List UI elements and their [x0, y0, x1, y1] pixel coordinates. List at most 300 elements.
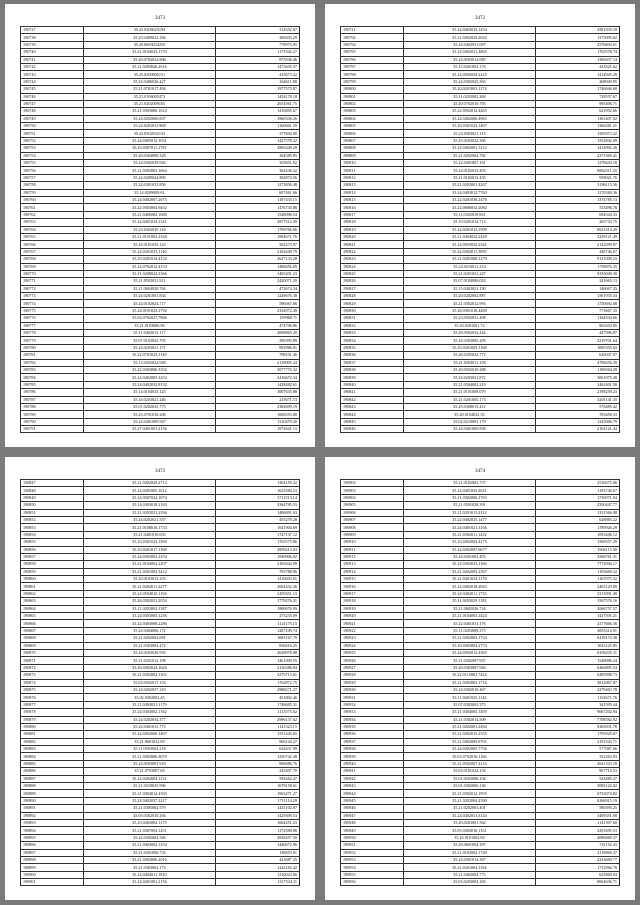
row-code-cell: 35.21.0302003.1734	[403, 635, 535, 642]
table-row	[341, 41, 620, 48]
row-code-cell: 35.21.0103006.96	[83, 322, 215, 329]
table-row	[21, 389, 300, 396]
table-row	[21, 856, 300, 863]
row-code-cell: 35.21.0202025.2714	[83, 480, 215, 487]
row-amount-cell: 1429309.53	[215, 812, 299, 819]
row-id-cell: 190807	[341, 137, 404, 144]
row-id-cell: 190901	[21, 879, 84, 886]
row-amount-cell: 1245006.79	[535, 418, 619, 425]
row-code-cell: 35.23.0402004.1175	[83, 819, 215, 826]
row-code-cell: 35.21.0404021.1179	[83, 701, 215, 708]
table-row	[341, 381, 620, 388]
row-id-cell: 190866	[21, 620, 84, 627]
table-row	[21, 797, 300, 804]
row-amount-cell: 1779276.21	[215, 598, 299, 605]
row-code-cell: 35.21.0305002.579	[83, 805, 215, 812]
table-row	[21, 219, 300, 226]
row-amount-cell: 268949.85	[535, 78, 619, 85]
row-id-cell: 190791	[21, 426, 84, 433]
row-amount-cell: 3812067.87	[535, 679, 619, 686]
row-amount-cell: 1762872.75	[215, 679, 299, 686]
row-amount-cell: 2136386.84	[215, 664, 299, 671]
row-code-cell: 35.21.0604020.764	[83, 285, 215, 292]
row-amount-cell: 241665.13	[535, 278, 619, 285]
row-code-cell: 35.25.0201003.1168	[403, 344, 535, 351]
row-amount-cell: 1364150.22	[215, 480, 299, 487]
row-code-cell: 35.24.0507024.1074	[83, 494, 215, 501]
row-code-cell: 35.24.0403012.7763	[403, 189, 535, 196]
row-code-cell: 35.21.0307004.1451	[83, 827, 215, 834]
row-id-cell: 190745	[21, 86, 84, 93]
row-code-cell: 35.07.0104006.024	[403, 278, 535, 285]
row-id-cell: 190889	[21, 790, 84, 797]
row-code-cell: 35.21.0208024.2366	[83, 270, 215, 277]
row-amount-cell: 1164534.66	[535, 315, 619, 322]
row-id-cell: 190916	[341, 583, 404, 590]
row-amount-cell: 1310479.20	[215, 418, 299, 425]
row-id-cell: 190908	[341, 524, 404, 531]
table-row	[21, 366, 300, 373]
row-code-cell: 35.03.0203004.165	[403, 879, 535, 886]
row-amount-cell: 3077770.32	[215, 366, 299, 373]
row-amount-cell: 3061075.28	[535, 374, 619, 381]
page-number: 3473	[155, 469, 165, 474]
row-amount-cell: 2641323.18	[535, 760, 619, 767]
row-id-cell: 190902	[341, 480, 404, 487]
row-id-cell: 190851	[21, 509, 84, 516]
row-amount-cell: 2382699.19	[215, 403, 299, 410]
row-amount-cell: 703458.33	[535, 411, 619, 418]
table-row	[21, 819, 300, 826]
row-id-cell: 190825	[341, 270, 404, 277]
row-id-cell: 190808	[341, 145, 404, 152]
row-id-cell: 190802	[341, 100, 404, 107]
table-row	[21, 738, 300, 745]
row-amount-cell: 836616.25	[215, 642, 299, 649]
row-code-cell: 35.21.0202025.2022	[403, 34, 535, 41]
row-id-cell: 190823	[341, 256, 404, 263]
row-code-cell: 35.24.0202004.1131	[83, 775, 215, 782]
row-amount-cell: 1567576.16	[535, 598, 619, 605]
row-amount-cell: 3313991.49	[535, 590, 619, 597]
row-code-cell: 35.24.0503001.918	[83, 760, 215, 767]
row-id-cell: 190768	[21, 256, 84, 263]
row-id-cell: 190837	[341, 359, 404, 366]
row-code-cell: 35.21.0302003.1664	[83, 167, 215, 174]
table-row	[341, 130, 620, 137]
row-amount-cell: 1249676.38	[215, 293, 299, 300]
table-row	[341, 768, 620, 775]
row-id-cell: 190879	[21, 716, 84, 723]
table-row	[21, 775, 300, 782]
row-code-cell: 35.24.0405012.1031	[83, 137, 215, 144]
row-amount-cell: 1331566.08	[535, 509, 619, 516]
table-row	[21, 664, 300, 671]
row-amount-cell: 1736971.04	[535, 494, 619, 501]
row-amount-cell: 4581035.18	[535, 27, 619, 34]
row-amount-cell: 2988271.27	[215, 686, 299, 693]
row-code-cell: 35.24.0404011.1810	[83, 871, 215, 878]
table-row	[341, 352, 620, 359]
row-code-cell: 35.23.0201001.72	[403, 322, 535, 329]
row-id-cell: 190761	[21, 204, 84, 211]
table-row	[21, 627, 300, 634]
row-id-cell: 190893	[21, 819, 84, 826]
row-id-cell: 190844	[341, 411, 404, 418]
row-code-cell: 35.21.0304005.1495	[403, 709, 535, 716]
table-row	[341, 78, 620, 85]
row-code-cell: 35.24.0402005.3254	[83, 374, 215, 381]
table-row	[341, 219, 620, 226]
table-row	[21, 41, 300, 48]
page-number: 3474	[475, 469, 485, 474]
row-code-cell: 35.24.0201001.2156	[83, 879, 215, 886]
row-id-cell: 190749	[21, 115, 84, 122]
table-row	[341, 657, 620, 664]
row-id-cell: 190882	[21, 738, 84, 745]
row-id-cell: 190748	[21, 108, 84, 115]
row-amount-cell: 6285998.73	[535, 672, 619, 679]
row-id-cell: 190739	[21, 41, 84, 48]
row-amount-cell: 1930906.02	[215, 553, 299, 560]
row-id-cell: 190780	[21, 344, 84, 351]
row-amount-cell: 451802.46	[215, 694, 299, 701]
row-code-cell: 35.26.0502032.442	[403, 330, 535, 337]
row-id-cell: 190950	[341, 834, 404, 841]
row-code-cell: 35.24.0210011.233	[403, 263, 535, 270]
row-code-cell: 35.25.0201014.4132	[83, 256, 215, 263]
table-row	[341, 403, 620, 410]
row-id-cell: 190941	[341, 768, 404, 775]
row-code-cell: 35.22.0502012.4465	[403, 108, 535, 115]
table-row	[341, 248, 620, 255]
row-code-cell: 35.21.0201005.173	[403, 396, 535, 403]
row-amount-cell: 1085355.63	[535, 344, 619, 351]
row-code-cell: 35.24.0302033.1166	[403, 561, 535, 568]
row-amount-cell: 1763575.86	[215, 539, 299, 546]
row-amount-cell: 1317524.11	[215, 879, 299, 886]
row-amount-cell: 138853.61	[215, 849, 299, 856]
row-id-cell: 190927	[341, 664, 404, 671]
row-id-cell: 190822	[341, 248, 404, 255]
row-id-cell: 190806	[341, 130, 404, 137]
row-amount-cell: 2279713.61	[215, 672, 299, 679]
row-amount-cell: 3838457.50	[215, 834, 299, 841]
table-row	[21, 315, 300, 322]
row-amount-cell: 1446672.96	[215, 842, 299, 849]
row-code-cell: 35.24.0201012.1999	[403, 226, 535, 233]
table-row	[341, 285, 620, 292]
table-row	[341, 233, 620, 240]
row-code-cell: 35.24.0401021.3166	[403, 524, 535, 531]
row-code-cell: 35.21.0703007.65	[83, 768, 215, 775]
row-id-cell: 190803	[341, 108, 404, 115]
row-code-cell: 35.22.0303006.3352	[83, 366, 215, 373]
page-number: 3472	[475, 16, 485, 21]
row-code-cell: 35.24.0503032.2341	[403, 241, 535, 248]
row-id-cell: 190853	[21, 524, 84, 531]
row-amount-cell: 1747137.12	[215, 531, 299, 538]
row-code-cell: 35.16.0101002.93	[403, 834, 535, 841]
row-amount-cell: 2219701.64	[535, 337, 619, 344]
table-row	[341, 241, 620, 248]
table-row	[341, 487, 620, 494]
row-amount-cell: 2334972.49	[215, 307, 299, 314]
table-row	[21, 849, 300, 856]
table-row	[21, 842, 300, 849]
row-id-cell: 190794	[341, 41, 404, 48]
table-row	[341, 56, 620, 63]
row-id-cell: 190757	[21, 174, 84, 181]
row-amount-cell: 4796656.39	[535, 359, 619, 366]
row-id-cell: 190887	[21, 775, 84, 782]
table-row	[341, 790, 620, 797]
table-row	[341, 270, 620, 277]
table-row	[21, 502, 300, 509]
table-row	[341, 842, 620, 849]
row-amount-cell: 1160661.39	[215, 123, 299, 130]
row-id-cell: 190747	[21, 100, 84, 107]
row-amount-cell: 2627133.28	[215, 256, 299, 263]
row-code-cell: 35.22.0401031.176	[403, 620, 535, 627]
row-code-cell: 35.24.0201005.1612	[83, 487, 215, 494]
row-code-cell: 35.10.0201014.714	[403, 219, 535, 226]
row-amount-cell: 773667.33	[535, 307, 619, 314]
row-code-cell: 35.24.0202021.557	[83, 516, 215, 523]
row-code-cell: 35.23.0202003.4175	[403, 539, 535, 546]
row-id-cell: 190785	[21, 381, 84, 388]
row-id-cell: 190929	[341, 679, 404, 686]
table-row	[21, 531, 300, 538]
row-id-cell: 190949	[341, 827, 404, 834]
row-code-cell: 35.11.0503004.218	[83, 746, 215, 753]
table-row	[21, 381, 300, 388]
row-id-cell: 190864	[21, 605, 84, 612]
table-row	[21, 509, 300, 516]
row-id-cell: 190834	[341, 337, 404, 344]
page-sheet-top-right	[325, 4, 635, 447]
table-row	[21, 211, 300, 218]
row-amount-cell: 2350447.77	[535, 502, 619, 509]
row-id-cell: 190934	[341, 716, 404, 723]
table-row	[21, 605, 300, 612]
row-code-cell: 35.23.0301023.1594	[83, 539, 215, 546]
row-id-cell: 190858	[21, 561, 84, 568]
row-amount-cell: 1006555.80	[215, 411, 299, 418]
row-id-cell: 190944	[341, 790, 404, 797]
row-amount-cell: 3711513.14	[215, 494, 299, 501]
row-id-cell: 190767	[21, 248, 84, 255]
row-code-cell: 35.21.0202003.401	[403, 805, 535, 812]
row-amount-cell: 576485.42	[535, 403, 619, 410]
row-amount-cell: 1880676.09	[215, 605, 299, 612]
row-id-cell: 190782	[21, 359, 84, 366]
row-id-cell: 190752	[21, 137, 84, 144]
row-amount-cell: 2654561.75	[215, 100, 299, 107]
row-amount-cell: 448746.67	[535, 248, 619, 255]
row-amount-cell: 1167075.32	[535, 576, 619, 583]
table-row	[341, 701, 620, 708]
row-amount-cell: 596567.66	[215, 300, 299, 307]
row-amount-cell: 1461009.55	[215, 657, 299, 664]
row-id-cell: 190771	[21, 278, 84, 285]
row-code-cell: 35.21.0303006.1614	[83, 108, 215, 115]
row-amount-cell: 1561935.34	[535, 293, 619, 300]
row-id-cell: 190885	[21, 760, 84, 767]
table-row	[21, 480, 300, 487]
row-code-cell: 35.21.0202002.681	[83, 635, 215, 642]
row-code-cell: 35.24.0504010.1194	[83, 590, 215, 597]
table-row	[21, 285, 300, 292]
row-amount-cell: 2138905.24	[215, 359, 299, 366]
row-amount-cell: 8621414.29	[535, 226, 619, 233]
row-id-cell: 190850	[21, 502, 84, 509]
row-amount-cell: 3085122.02	[535, 783, 619, 790]
row-amount-cell: 264611.88	[215, 78, 299, 85]
row-code-cell: 35.21.0101002.2328	[83, 233, 215, 240]
row-id-cell: 190787	[21, 396, 84, 403]
row-id-cell: 190831	[341, 315, 404, 322]
table-row	[341, 86, 620, 93]
table-row	[341, 590, 620, 597]
row-code-cell: 35.21.0102012.435	[403, 174, 535, 181]
row-amount-cell: 1904115.30	[535, 546, 619, 553]
row-id-cell: 190754	[21, 152, 84, 159]
row-amount-cell: 8064636.71	[535, 879, 619, 886]
row-code-cell: 35.22.0302032133	[83, 130, 215, 137]
row-code-cell: 35.24.0301014.367	[403, 856, 535, 863]
table-row	[21, 359, 300, 366]
row-code-cell: 35.24.0402031.4865	[403, 49, 535, 56]
row-code-cell: 35.24.0202006.1467	[83, 731, 215, 738]
table-row	[341, 834, 620, 841]
row-amount-cell: 1256742.48	[215, 753, 299, 760]
table-row	[341, 182, 620, 189]
row-id-cell: 190873	[21, 672, 84, 679]
table-row	[21, 182, 300, 189]
row-id-cell: 190797	[341, 63, 404, 70]
row-id-cell: 190876	[21, 694, 84, 701]
table-row	[341, 307, 620, 314]
row-code-cell: 35.24.0302010.467	[403, 686, 535, 693]
row-id-cell: 190741	[21, 56, 84, 63]
row-amount-cell: 1374785.13	[535, 196, 619, 203]
row-amount-cell: 1960336.26	[215, 115, 299, 122]
row-code-cell: 35.24.0404006.172	[83, 627, 215, 634]
row-amount-cell: 455278.28	[215, 516, 299, 523]
row-code-cell: 35.25.0203022.366	[403, 137, 535, 144]
row-code-cell: 35.22.0303004.9452	[83, 204, 215, 211]
row-code-cell: 35.20.0702022.806	[83, 56, 215, 63]
row-id-cell: 190854	[21, 531, 84, 538]
row-amount-cell: 2664432.26	[215, 583, 299, 590]
row-code-cell: 35.03.0702027.7866	[83, 315, 215, 322]
table-row	[341, 568, 620, 575]
row-id-cell: 190800	[341, 86, 404, 93]
row-amount-cell: 2462401.58	[535, 381, 619, 388]
row-amount-cell: 302874.56	[215, 174, 299, 181]
row-code-cell: 35.24.0401009.858	[403, 426, 535, 433]
row-amount-cell: 2416672.34	[215, 374, 299, 381]
row-amount-cell: 215671.13	[215, 396, 299, 403]
row-amount-cell: 694544.33	[535, 211, 619, 218]
row-id-cell: 190898	[21, 856, 84, 863]
row-id-cell: 190852	[21, 516, 84, 523]
row-code-cell: 35.24.0303005.295	[403, 337, 535, 344]
row-code-cell: 35.02.0210001.179	[403, 418, 535, 425]
row-id-cell: 190855	[21, 539, 84, 546]
row-code-cell: 35.21.0501028.391	[403, 502, 535, 509]
table-row	[341, 49, 620, 56]
table-row	[21, 248, 300, 255]
row-code-cell: 35.21.0201013.4112	[403, 509, 535, 516]
row-amount-cell: 1372588.86	[215, 827, 299, 834]
row-code-cell: 35.21.0302006.3670	[83, 753, 215, 760]
table-row	[341, 293, 620, 300]
row-amount-cell: 1025125.85	[535, 642, 619, 649]
table-row	[21, 805, 300, 812]
row-amount-cell: 2066757.57	[535, 605, 619, 612]
table-row	[21, 174, 300, 181]
row-id-cell: 190956	[341, 879, 404, 886]
row-code-cell: 35.01.0203006.104	[403, 775, 535, 782]
table-row	[341, 123, 620, 130]
row-amount-cell: 1750692.08	[535, 300, 619, 307]
row-amount-cell: 1465201.23	[215, 270, 299, 277]
row-amount-cell: 1435102.87	[215, 805, 299, 812]
row-amount-cell: 3053314.91	[535, 627, 619, 634]
row-code-cell: 35.24.0401033.2021	[403, 487, 535, 494]
row-code-cell: 35.21.0201002.3412	[83, 568, 215, 575]
row-amount-cell: 958021.76	[535, 174, 619, 181]
row-amount-cell: 992986.81	[215, 344, 299, 351]
table-row	[341, 620, 620, 627]
row-amount-cell: 9365031.78	[535, 723, 619, 730]
row-amount-cell: 3186115.36	[535, 182, 619, 189]
table-row	[21, 123, 300, 130]
row-amount-cell: 1175342.27	[215, 49, 299, 56]
table-row	[341, 137, 620, 144]
row-amount-cell: 1121175.15	[215, 620, 299, 627]
row-amount-cell: 369203.29	[215, 34, 299, 41]
row-id-cell: 190870	[21, 649, 84, 656]
row-code-cell: 35.22.0302011.3095	[403, 248, 535, 255]
data-table	[20, 26, 300, 433]
row-id-cell: 190891	[21, 805, 84, 812]
row-id-cell: 190907	[341, 516, 404, 523]
table-row	[341, 753, 620, 760]
row-code-cell: 35.23.0302010.116	[83, 226, 215, 233]
table-row	[341, 189, 620, 196]
table-row	[341, 359, 620, 366]
table-row	[341, 864, 620, 871]
table-row	[341, 100, 620, 107]
row-amount-cell: 620047.97	[535, 352, 619, 359]
row-id-cell: 190863	[21, 598, 84, 605]
table-row	[21, 768, 300, 775]
table-row	[21, 686, 300, 693]
row-amount-cell: 1007635.88	[215, 389, 299, 396]
row-code-cell: 35.21.0302014.509	[403, 716, 535, 723]
row-id-cell: 190821	[341, 241, 404, 248]
table-row	[341, 256, 620, 263]
row-code-cell: 35.25.0409022.356	[83, 34, 215, 41]
table-row	[341, 426, 620, 433]
row-code-cell: 35.21.0104002.2207	[83, 561, 215, 568]
table-row	[341, 679, 620, 686]
row-amount-cell: 621952.66	[535, 108, 619, 115]
table-row	[341, 783, 620, 790]
